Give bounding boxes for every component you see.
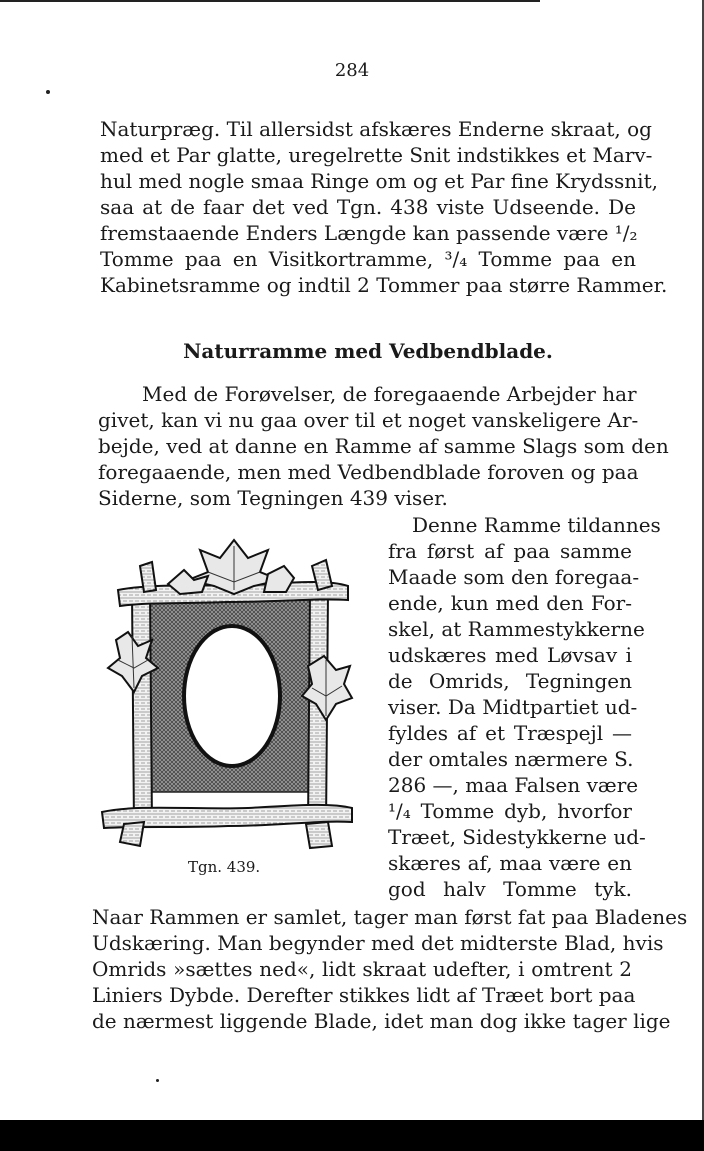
text-line: bejde, ved at danne en Ramme af samme Slags som den	[98, 434, 669, 458]
text-line: de Omrids, Tegningen	[388, 669, 632, 693]
paragraph-2	[98, 381, 669, 511]
figure-caption: Tgn. 439.	[188, 858, 261, 876]
page-number: 284	[334, 60, 370, 81]
text-line: saa at de faar det ved Tgn. 438 viste Udseende. De	[100, 195, 636, 219]
text-line: Siderne, som Tegningen 439 viser.	[98, 486, 448, 510]
text-line: Tomme paa en Visitkortramme, ³/₄ Tomme paa en	[100, 247, 636, 271]
speck	[46, 90, 50, 94]
text-line: Liniers Dybde. Derefter stikkes lidt af Træet bort paa	[92, 983, 636, 1007]
scan-top-edge	[0, 0, 540, 2]
text-line: 286 —, maa Falsen være	[388, 773, 639, 797]
section-heading: Naturramme med Vedbendblade.	[183, 339, 553, 363]
text-line: god halv Tomme tyk.	[388, 877, 632, 901]
text-line: givet, kan vi nu gaa over til et noget vanskeligere Ar-	[98, 408, 639, 432]
text-line: fra først af paa samme	[388, 539, 632, 563]
paragraph-1	[100, 116, 668, 298]
text-line: viser. Da Midtpartiet ud-	[388, 695, 638, 719]
text-line: skel, at Rammestykkerne	[388, 617, 645, 641]
text-line: Kabinetsramme og indtil 2 Tommer paa større Rammer.	[100, 273, 668, 297]
text-line: hul med nogle smaa Ringe om og et Par fine Krydssnit,	[100, 169, 658, 193]
text-line: fremstaaende Enders Længde kan passende være ¹/₂	[100, 221, 638, 245]
text-line: skæres af, maa være en	[388, 851, 632, 875]
text-line: Denne Ramme tildannes	[412, 513, 661, 537]
text-line: Naturpræg. Til allersidst afskæres Enderne skraat, og	[100, 117, 652, 141]
text-line: fyldes af et Træspejl —	[388, 721, 632, 745]
ivy-frame-icon	[98, 536, 354, 862]
text-line: Udskæring. Man begynder med det midterste Blad, hvis	[92, 931, 664, 955]
text-line: der omtales nærmere S.	[388, 747, 634, 771]
text-line: med et Par glatte, uregelrette Snit indstikkes et Marv-	[100, 143, 653, 167]
text-line: Omrids »sættes ned«, lidt skraat udefter, i omtrent 2	[92, 957, 632, 981]
text-line: udskæres med Løvsav i	[388, 643, 632, 667]
scan-bottom-edge	[0, 1120, 704, 1151]
paragraph-4	[92, 904, 688, 1034]
text-line: Maade som den foregaa-	[388, 565, 640, 589]
text-line: Træet, Sidestykkerne ud-	[388, 825, 646, 849]
paragraph-3	[388, 512, 661, 902]
text-line: Naar Rammen er samlet, tager man først fat paa Bladenes	[92, 905, 688, 929]
text-line: ¹/₄ Tomme dyb, hvorfor	[388, 799, 632, 823]
text-line: de nærmest liggende Blade, idet man dog ikke tager lige	[92, 1009, 671, 1033]
text-line: Med de Forøvelser, de foregaaende Arbejder har	[142, 382, 637, 406]
speck	[156, 1079, 159, 1082]
text-line: ende, kun med den For-	[388, 591, 632, 615]
ivy-frame-figure	[98, 536, 354, 862]
text-line: foregaaende, men med Vedbendblade foroven og paa	[98, 460, 639, 484]
